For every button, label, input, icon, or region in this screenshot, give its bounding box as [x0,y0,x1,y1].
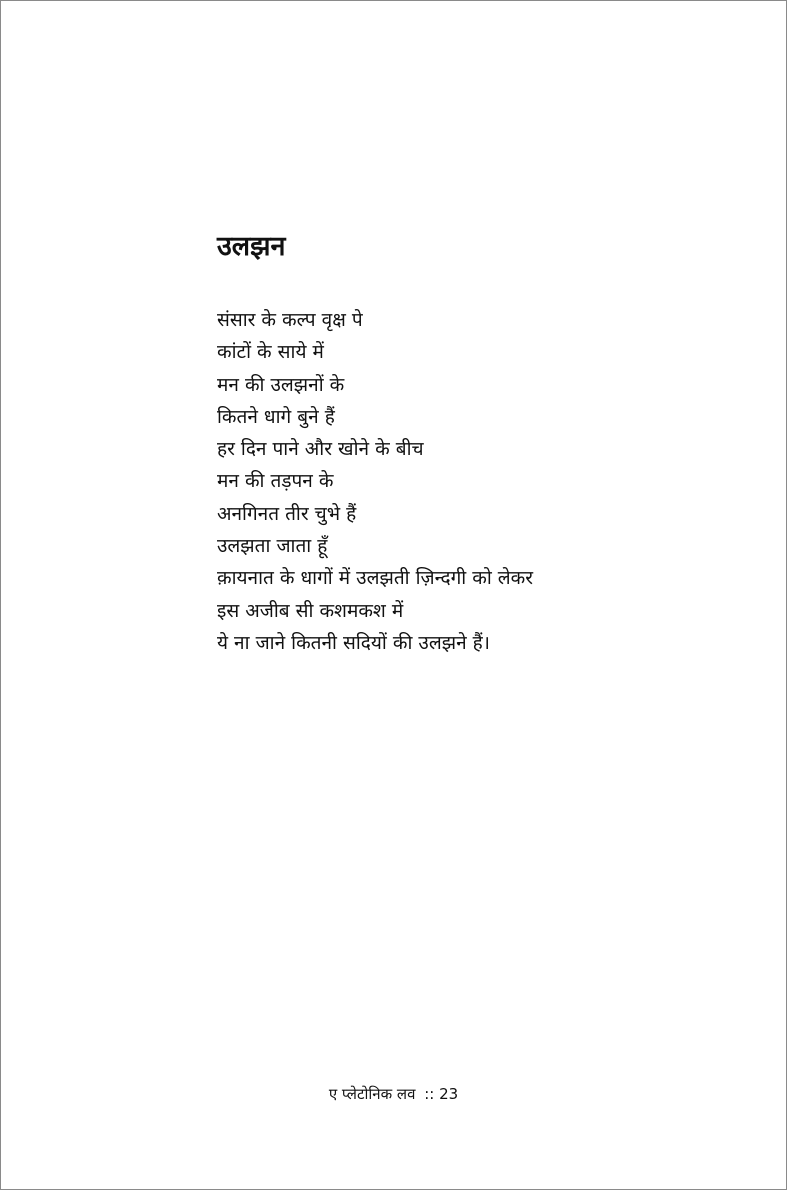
poem-line: इस अजीब सी कशमकश में [217,599,404,622]
page-number: 23 [439,1085,459,1103]
poem-line: हर दिन पाने और खोने के बीच [217,438,424,461]
poem-line: उलझता जाता हूँ [217,535,328,558]
poem-line: संसार के कल्प वृक्ष पे [217,309,363,331]
poem-line: कांटों के साये में [217,341,324,364]
poem-body [217,304,533,659]
poem-line: मन की उलझनों के [217,373,345,396]
poem-line: ये ना जाने कितनी सदियों की उलझने हैं। [217,631,490,654]
poem-title: उलझन [217,231,286,262]
page-footer [1,1083,786,1105]
poem-line: क़ायनात के धागों में उलझती ज़िन्दगी को लेकर [217,567,534,590]
poem-line: मन की तड़पन के [217,470,334,493]
footer-separator: :: [424,1085,435,1103]
poem-line: कितने धागे बुने हैं [217,405,335,428]
poem-line: अनगिनत तीर चुभे हैं [217,502,357,525]
footer-book-title: ए प्लेटोनिक लव [328,1085,416,1103]
